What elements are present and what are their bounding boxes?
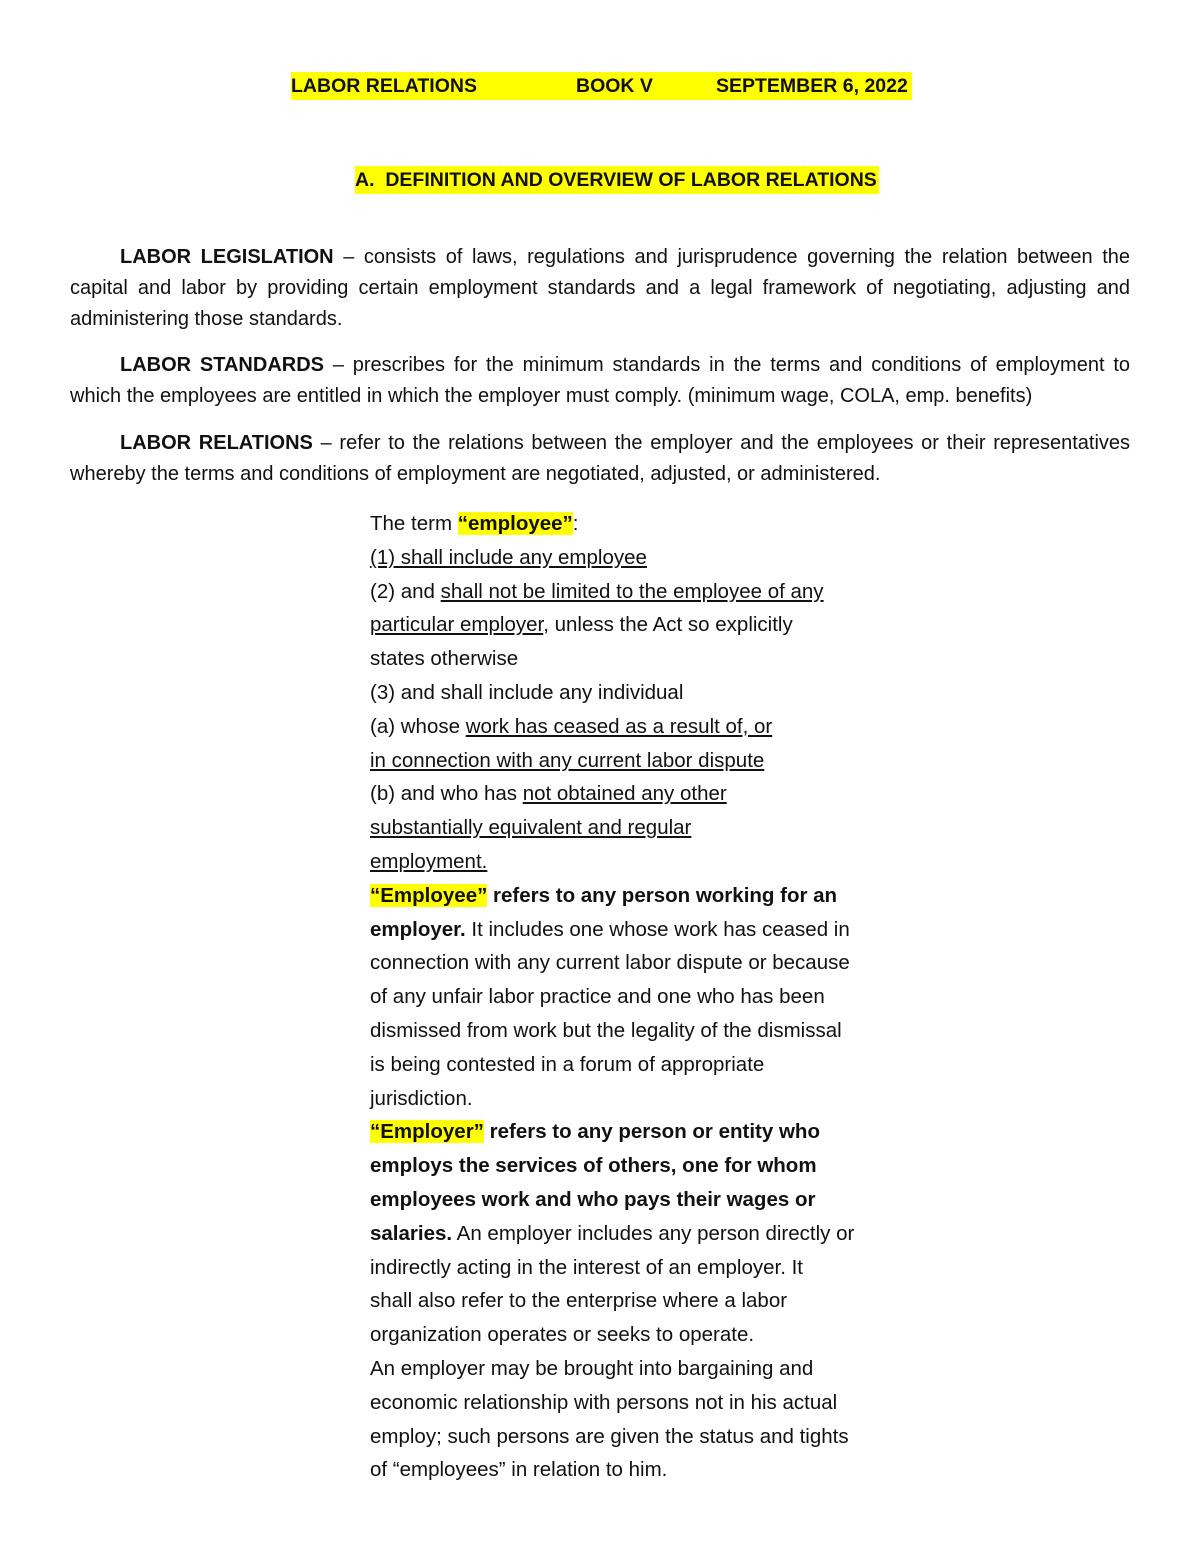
paragraph-labor-standards	[70, 350, 1130, 412]
text-line	[370, 507, 930, 541]
text-span: (b) and who has	[370, 782, 523, 806]
header-date: SEPTEMBER 6, 2022	[716, 72, 912, 100]
text-line: states otherwise	[370, 647, 519, 671]
text-span: :	[572, 512, 579, 535]
text-line: (1) shall include any employee	[370, 545, 647, 569]
text-line: organization operates or seeks to operate.	[370, 1323, 755, 1347]
text-line: employ; such persons are given the status and tights	[370, 1424, 849, 1448]
bold-text: refers to any person or entity who	[483, 1120, 820, 1144]
term-labor-legislation: LABOR LEGISLATION	[120, 246, 334, 268]
definition-labor-legislation: – consists of laws, regulations and jurisprudence governing the relation between the capital and labor by providing certain employment standards and a legal framework of negotiating, adjusting and administering those standards.	[70, 246, 1131, 330]
text-line: of any unfair labor practice and one who has been	[370, 985, 825, 1009]
text-line: economic relationship with persons not in his actual	[370, 1390, 838, 1414]
bold-text: employer.	[370, 917, 466, 941]
definition-labor-standards: – prescribes for the minimum standards in the terms and conditions of employment to which the employees are entitled in which the employer must comply. (minimum wage, COLA, emp. benefits)	[70, 354, 1130, 407]
underlined-text: particular employer	[370, 613, 544, 637]
document-header	[291, 72, 912, 100]
text-line	[370, 777, 930, 811]
bold-text: refers to any person working for an	[487, 883, 838, 907]
text-line	[370, 1217, 930, 1251]
text-line: (3) and shall include any individual	[370, 680, 684, 704]
term-labor-standards: LABOR STANDARDS	[120, 354, 324, 376]
definition-labor-relations: – refer to the relations between the employer and the employees or their representatives whereby the terms and conditions of employment are negotiated, adjusted, or administered.	[70, 432, 1131, 485]
text-span: , unless the Act so explicitly	[543, 613, 793, 637]
text-line	[370, 1115, 930, 1149]
text-line: employs the services of others, one for whom	[370, 1154, 817, 1178]
text-line	[370, 710, 930, 744]
definitions-column	[370, 507, 930, 1487]
text-line: substantially equivalent and regular	[370, 816, 692, 840]
text-line: employees work and who pays their wages or	[370, 1187, 816, 1211]
text-line: indirectly acting in the interest of an employer. It	[370, 1255, 804, 1279]
paragraph-labor-relations	[70, 428, 1130, 490]
term-employee-cap-highlight: “Employee”	[370, 883, 488, 907]
term-labor-relations: LABOR RELATIONS	[120, 432, 313, 454]
text-line	[370, 575, 930, 609]
text-line: in connection with any current labor dispute	[370, 748, 765, 772]
term-employer-highlight: “Employer”	[370, 1120, 484, 1144]
text-line: dismissed from work but the legality of the dismissal	[370, 1018, 842, 1042]
paragraph-labor-legislation	[70, 242, 1130, 335]
text-line: An employer may be brought into bargaining and	[370, 1356, 814, 1380]
bold-text: salaries.	[370, 1221, 453, 1245]
text-span: An employer includes any person directly or	[452, 1221, 855, 1245]
text-span: It includes one whose work has ceased in	[465, 917, 850, 941]
text-span: (2) and	[370, 579, 441, 603]
text-span: (a) whose	[370, 714, 466, 738]
underlined-text: work has ceased as a result of, or	[465, 714, 773, 738]
text-line: shall also refer to the enterprise where a labor	[370, 1289, 788, 1313]
text-line	[370, 879, 930, 913]
header-book: BOOK V	[576, 72, 716, 100]
text-line	[370, 608, 930, 642]
text-line: connection with any current labor dispute or because	[370, 951, 850, 975]
underlined-text: shall not be limited to the employee of any	[440, 579, 824, 603]
text-line: of “employees” in relation to him.	[370, 1458, 668, 1482]
term-employee-highlight: “employee”	[457, 512, 573, 535]
header-subject: LABOR RELATIONS	[291, 72, 576, 100]
text-line: is being contested in a forum of appropriate	[370, 1052, 765, 1076]
underlined-text: not obtained any other	[522, 782, 727, 806]
text-span: The term	[370, 512, 458, 535]
text-line	[370, 913, 930, 947]
text-line: jurisdiction.	[370, 1086, 473, 1110]
text-line: employment.	[370, 849, 488, 873]
section-title: A. DEFINITION AND OVERVIEW OF LABOR RELATIONS	[355, 166, 879, 194]
